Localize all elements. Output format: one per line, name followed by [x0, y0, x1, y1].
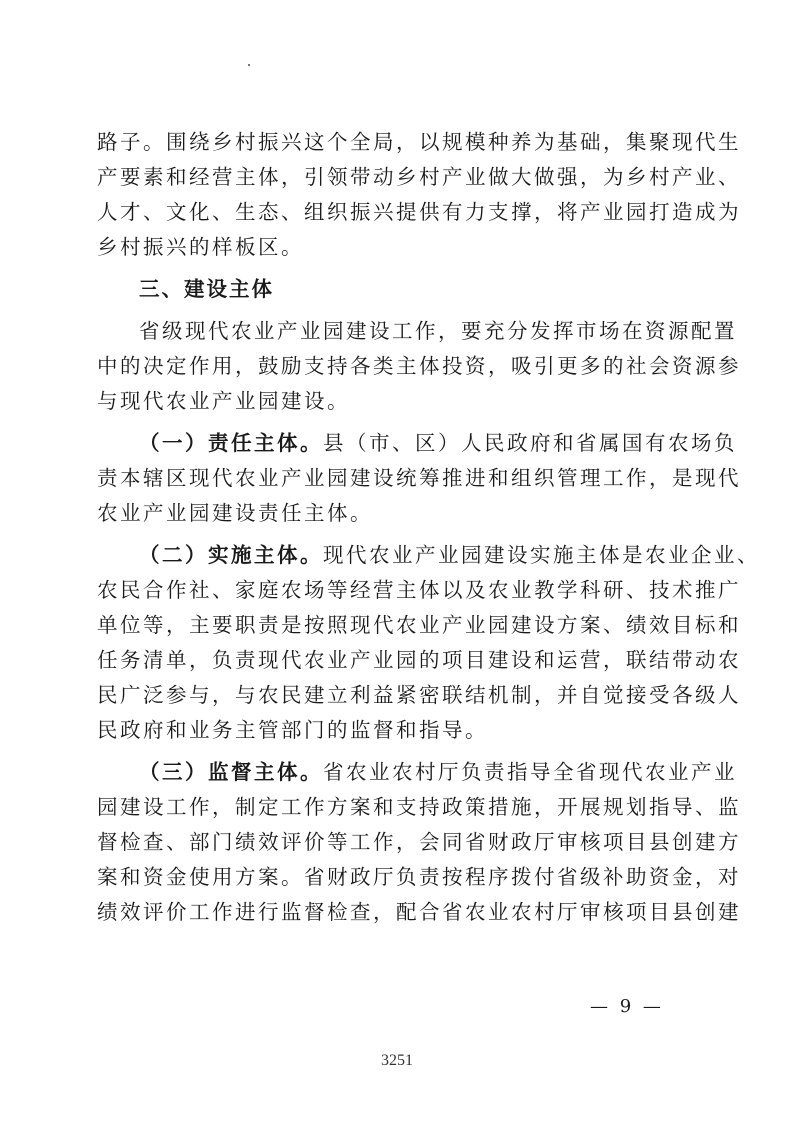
paragraph-lead: （三）监督主体。: [139, 760, 323, 784]
text-line: 民政府和业务主管部门的监督和指导。: [97, 718, 488, 742]
text-line: 单位等，主要职责是按照现代农业产业园建设方案、绩效目标和: [97, 613, 741, 637]
paragraph-1: [97, 125, 741, 265]
text-fragment: 县（市、区）人民政府和省属国有农场负: [323, 431, 737, 455]
text-line: 督检查、部门绩效评价等工作，会同省财政厅审核项目县创建方: [97, 830, 741, 854]
scan-speck: [248, 64, 250, 66]
paragraph-3: [97, 426, 741, 531]
archive-number: 3251: [381, 1052, 413, 1069]
text-line: 与现代农业产业园建设。: [97, 389, 350, 413]
paragraph-4: [97, 538, 760, 748]
paragraph-2: [97, 314, 741, 419]
text-line: [97, 538, 760, 573]
text-line: [97, 755, 737, 790]
text-line: 省级现代农业产业园建设工作，要充分发挥市场在资源配置: [139, 319, 737, 343]
text-line: 农民合作社、家庭农场等经营主体以及农业教学科研、技术推广: [97, 578, 741, 602]
text-line: 农业产业园建设责任主体。: [97, 501, 373, 525]
text-line: 乡村振兴的样板区。: [97, 235, 304, 259]
text-line: 任务清单，负责现代农业产业园的项目建设和运营，联结带动农: [97, 648, 741, 672]
text-line: 园建设工作，制定工作方案和支持政策措施，开展规划指导、监: [97, 795, 741, 819]
text-line: [97, 426, 737, 461]
text-line: 案和资金使用方案。省财政厅负责按程序拨付省级补助资金，对: [97, 865, 741, 889]
paragraph-lead: （一）责任主体。: [139, 431, 323, 455]
paragraph-lead: （二）实施主体。: [139, 543, 323, 567]
section-heading: 三、建设主体: [139, 277, 274, 301]
text-fragment: 省农业农村厅负责指导全省现代农业产业: [323, 760, 737, 784]
text-line: 绩效评价工作进行监督检查，配合省农业农村厅审核项目县创建: [97, 900, 741, 924]
text-line: 民广泛参与，与农民建立利益紧密联结机制，并自觉接受各级人: [97, 683, 741, 707]
text-line: 人才、文化、生态、组织振兴提供有力支撑，将产业园打造成为: [97, 200, 741, 224]
text-line: 路子。围绕乡村振兴这个全局，以规模种养为基础，集聚现代生: [97, 130, 741, 154]
paragraph-5: [97, 755, 741, 930]
page-number: — 9 —: [590, 996, 664, 1017]
document-body: [97, 125, 760, 930]
text-line: 产要素和经营主体，引领带动乡村产业做大做强，为乡村产业、: [97, 165, 741, 189]
text-line: 中的决定作用，鼓励支持各类主体投资，吸引更多的社会资源参: [97, 354, 741, 378]
text-line: 责本辖区现代农业产业园建设统筹推进和组织管理工作，是现代: [97, 466, 741, 490]
text-fragment: 现代农业产业园建设实施主体是农业企业、: [323, 543, 760, 567]
